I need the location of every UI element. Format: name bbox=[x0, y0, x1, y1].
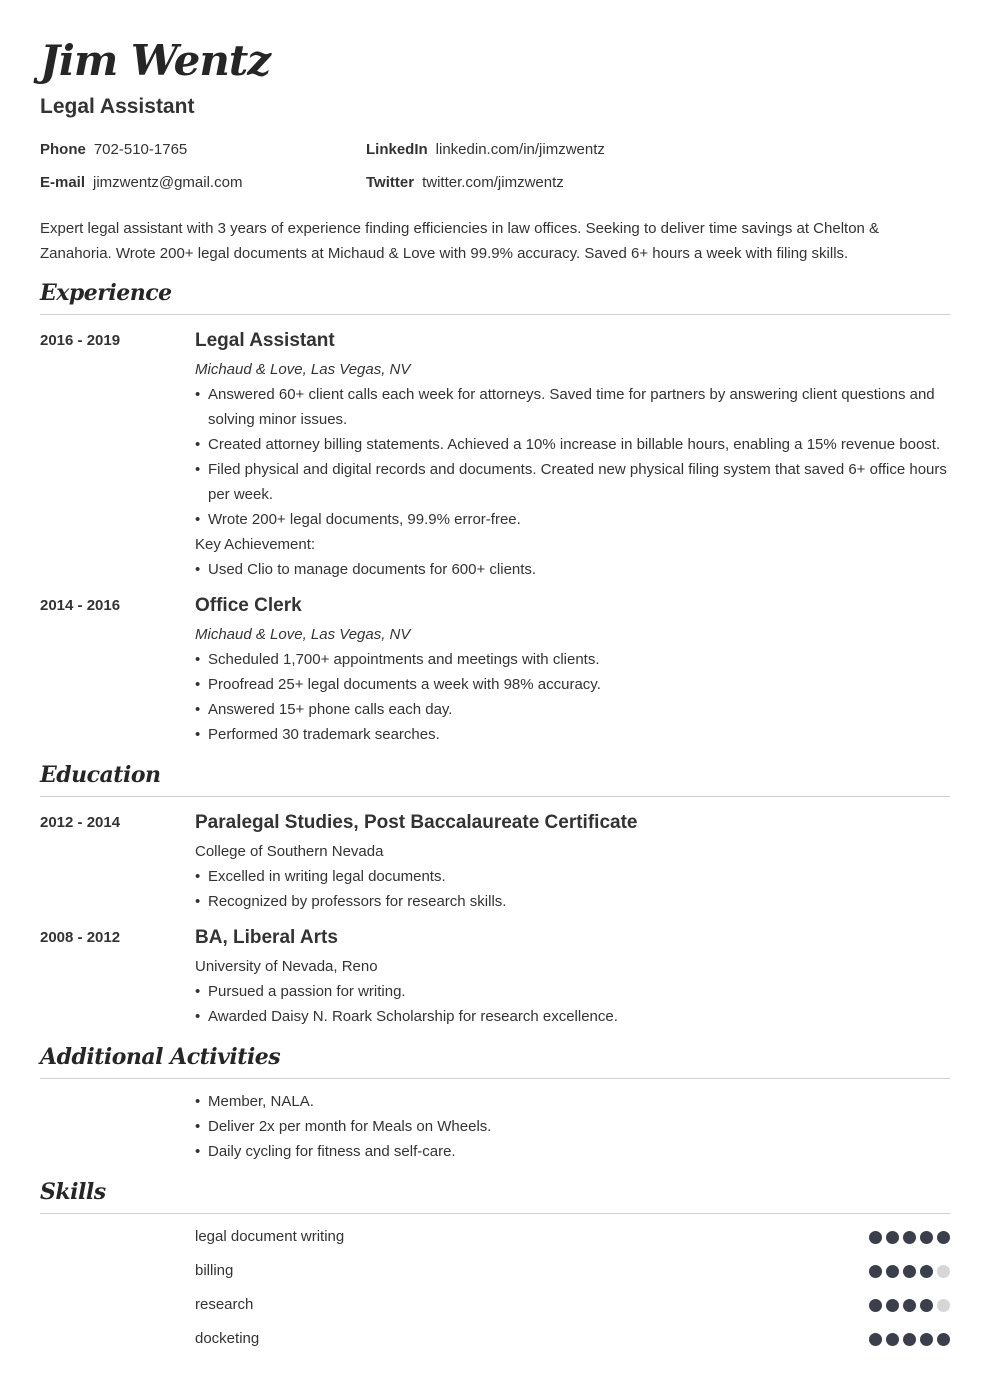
list-item: • Pursued a passion for writing. bbox=[195, 979, 950, 1004]
list-item: • Member, NALA. bbox=[195, 1089, 950, 1114]
skill-name: research bbox=[195, 1296, 254, 1313]
education-bullets bbox=[195, 864, 950, 914]
education-entry bbox=[195, 926, 950, 1029]
list-item: • Daily cycling for fitness and self-care. bbox=[195, 1139, 950, 1164]
rating-dot-filled bbox=[920, 1265, 933, 1278]
list-item: • Performed 30 trademark searches. bbox=[195, 722, 950, 747]
experience-bullets bbox=[195, 382, 950, 532]
list-item: • Wrote 200+ legal documents, 99.9% error-free. bbox=[195, 507, 950, 532]
skill-row bbox=[195, 1295, 950, 1315]
rating-dot-filled bbox=[903, 1299, 916, 1312]
skill-row bbox=[195, 1329, 950, 1349]
experience-title: Legal Assistant bbox=[195, 330, 335, 351]
section-title-skills: Skills bbox=[40, 1179, 106, 1205]
rating-dot-filled bbox=[903, 1265, 916, 1278]
rating-dot-filled bbox=[937, 1231, 950, 1244]
email-value: jimzwentz@gmail.com bbox=[93, 174, 243, 191]
phone-value: 702-510-1765 bbox=[93, 141, 188, 158]
skill-row bbox=[195, 1227, 950, 1247]
candidate-name: Jim Wentz bbox=[40, 36, 271, 85]
skill-rating bbox=[869, 1265, 950, 1278]
education-dates: 2008 - 2012 bbox=[40, 929, 121, 946]
list-item: • Answered 15+ phone calls each day. bbox=[195, 697, 950, 722]
rating-dot-empty bbox=[937, 1265, 950, 1278]
experience-entry bbox=[195, 329, 950, 582]
list-item: • Scheduled 1,700+ appointments and meetings with clients. bbox=[195, 647, 950, 672]
linkedin-value: linkedin.com/in/jimzwentz bbox=[435, 141, 605, 158]
twitter-label: Twitter bbox=[366, 174, 415, 191]
phone-label: Phone bbox=[40, 141, 86, 158]
key-achievement-bullets bbox=[195, 557, 950, 582]
rating-dot-filled bbox=[886, 1265, 899, 1278]
skill-name: billing bbox=[195, 1262, 234, 1279]
job-title: Legal Assistant bbox=[40, 95, 195, 118]
education-degree: Paralegal Studies, Post Baccalaureate Certificate bbox=[195, 812, 638, 833]
linkedin-label: LinkedIn bbox=[366, 141, 428, 158]
skill-rating bbox=[869, 1299, 950, 1312]
education-school: College of Southern Nevada bbox=[195, 843, 384, 860]
experience-title: Office Clerk bbox=[195, 595, 302, 616]
twitter-value: twitter.com/jimzwentz bbox=[422, 174, 564, 191]
education-degree: BA, Liberal Arts bbox=[195, 927, 338, 948]
skill-rating bbox=[869, 1333, 950, 1346]
rating-dot-filled bbox=[920, 1299, 933, 1312]
list-item: • Excelled in writing legal documents. bbox=[195, 864, 950, 889]
experience-company: Michaud & Love, Las Vegas, NV bbox=[195, 361, 411, 378]
experience-dates: 2014 - 2016 bbox=[40, 597, 121, 614]
list-item: • Deliver 2x per month for Meals on Wheels. bbox=[195, 1114, 950, 1139]
list-item: • Used Clio to manage documents for 600+ clients. bbox=[195, 557, 950, 582]
education-entry bbox=[195, 811, 950, 914]
section-title-activities: Additional Activities bbox=[40, 1044, 281, 1070]
contact-linkedin bbox=[366, 141, 605, 158]
list-item: • Awarded Daisy N. Roark Scholarship for research excellence. bbox=[195, 1004, 950, 1029]
key-achievement-label: Key Achievement: bbox=[195, 536, 316, 553]
rating-dot-filled bbox=[886, 1299, 899, 1312]
rating-dot-filled bbox=[869, 1265, 882, 1278]
contact-twitter bbox=[366, 174, 564, 191]
list-item: • Recognized by professors for research skills. bbox=[195, 889, 950, 914]
rating-dot-filled bbox=[886, 1333, 899, 1346]
rating-dot-filled bbox=[869, 1299, 882, 1312]
section-title-education: Education bbox=[40, 762, 161, 788]
contact-email bbox=[40, 174, 242, 191]
skill-name: docketing bbox=[195, 1330, 260, 1347]
rating-dot-filled bbox=[937, 1333, 950, 1346]
section-divider bbox=[40, 314, 950, 315]
education-school: University of Nevada, Reno bbox=[195, 958, 378, 975]
rating-dot-filled bbox=[920, 1333, 933, 1346]
rating-dot-empty bbox=[937, 1299, 950, 1312]
rating-dot-filled bbox=[903, 1333, 916, 1346]
rating-dot-filled bbox=[920, 1231, 933, 1244]
skill-name: legal document writing bbox=[195, 1228, 345, 1245]
skill-row bbox=[195, 1261, 950, 1281]
section-divider bbox=[40, 1078, 950, 1079]
activities-bullets bbox=[195, 1089, 950, 1164]
experience-bullets bbox=[195, 647, 950, 747]
email-label: E-mail bbox=[40, 174, 86, 191]
experience-company: Michaud & Love, Las Vegas, NV bbox=[195, 626, 411, 643]
list-item: • Filed physical and digital records and documents. Created new physical filing system that saved 6+ office hours per week. bbox=[195, 457, 950, 507]
section-divider bbox=[40, 796, 950, 797]
rating-dot-filled bbox=[903, 1231, 916, 1244]
activities-entry bbox=[195, 1089, 950, 1164]
rating-dot-filled bbox=[869, 1231, 882, 1244]
section-divider bbox=[40, 1213, 950, 1214]
list-item: • Created attorney billing statements. Achieved a 10% increase in billable hours, enabling a 15% revenue boost. bbox=[195, 432, 950, 457]
section-title-experience: Experience bbox=[40, 280, 172, 306]
education-bullets bbox=[195, 979, 950, 1029]
education-dates: 2012 - 2014 bbox=[40, 814, 121, 831]
rating-dot-filled bbox=[886, 1231, 899, 1244]
contact-phone bbox=[40, 141, 187, 158]
list-item: • Answered 60+ client calls each week for attorneys. Saved time for partners by answering client questions and solving minor issues. bbox=[195, 382, 950, 432]
skill-rating bbox=[869, 1231, 950, 1244]
experience-entry bbox=[195, 594, 950, 747]
experience-dates: 2016 - 2019 bbox=[40, 332, 121, 349]
profile-summary: Expert legal assistant with 3 years of experience finding efficiencies in law offices. Seeking to deliver time savings at Chelton & Zanahoria. Wrote 200+ legal documents at Michaud & Love with 99.9% accuracy. Saved 6+ hours a week with filing skills. bbox=[40, 220, 880, 262]
rating-dot-filled bbox=[869, 1333, 882, 1346]
list-item: • Proofread 25+ legal documents a week with 98% accuracy. bbox=[195, 672, 950, 697]
